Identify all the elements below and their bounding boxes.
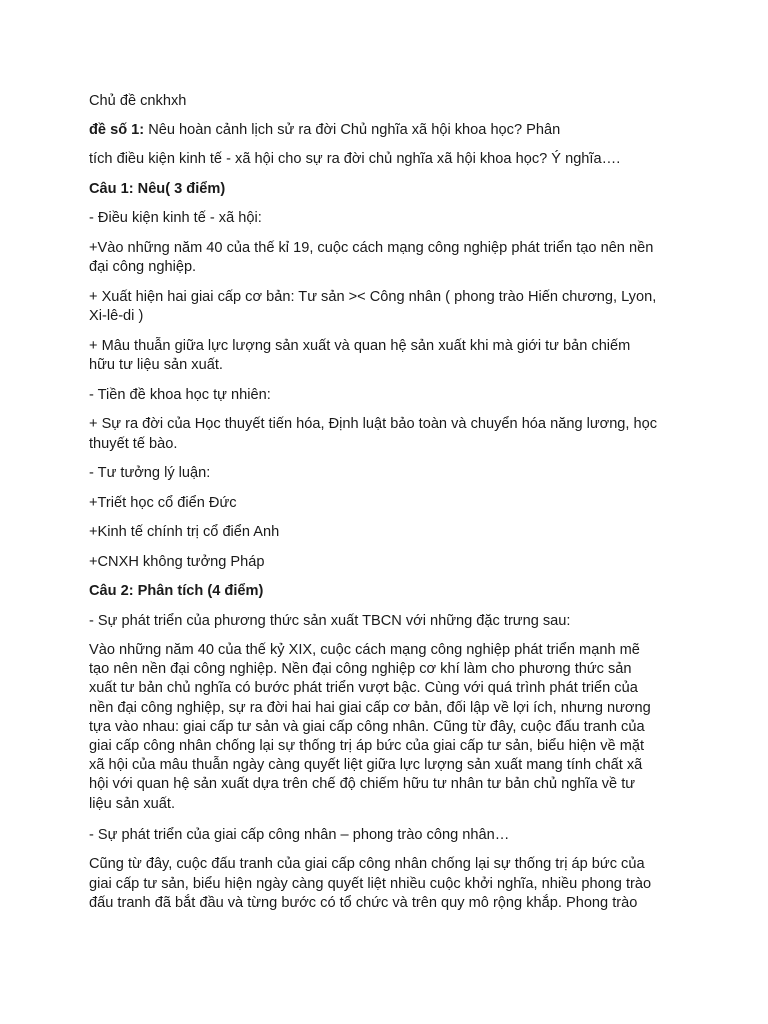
list-item-line: hữu tư liệu sản xuất. (89, 357, 223, 373)
exam-question-line-1: Nêu hoàn cảnh lịch sử ra đời Chủ nghĩa xã hội khoa học? Phân (144, 121, 561, 138)
question-1-items (89, 209, 689, 572)
list-item (89, 337, 689, 376)
paragraph-line: Cũng từ đây, cuộc đấu tranh của giai cấp công nhân chống lại sự thống trị áp bức của (89, 856, 645, 873)
list-item (89, 239, 689, 278)
question-2-paragraph (89, 641, 689, 814)
exam-question (89, 121, 689, 141)
paragraph-line: tựa vào nhau: giai cấp tư sản và giai cấp công nhân. Cũng từ đây, cuộc đấu tranh của (89, 718, 645, 735)
list-item (89, 494, 689, 514)
list-item-line: +Kinh tế chính trị cổ điển Anh (89, 524, 280, 540)
list-item-line: + Xuất hiện hai giai cấp cơ bản: Tư sản >< Công nhân ( phong trào Hiến chương, Lyon, (89, 288, 657, 305)
list-item-line: - Tư tưởng lý luận: (89, 465, 211, 481)
paragraph-line: hội với quan hệ sản xuất dựa trên chế độ chiếm hữu tư nhân tư bản chủ nghĩa về tư (89, 776, 636, 793)
document-page (89, 92, 689, 925)
list-item-line: - Tiền đề khoa học tự nhiên: (89, 386, 271, 403)
exam-question-line-2: tích điều kiện kinh tế - xã hội cho sự ra đời chủ nghĩa xã hội khoa học? Ý nghĩa…. (89, 151, 621, 167)
paragraph-line: liệu sản xuất. (89, 795, 175, 812)
list-item-line: Xi-lê-di ) (89, 308, 144, 324)
topic-line: Chủ đề cnkhxh (89, 93, 187, 109)
list-item (89, 386, 689, 406)
paragraph-line: Vào những năm 40 của thế kỷ XIX, cuộc cách mạng công nghiệp phát triển mạnh mẽ (89, 642, 640, 658)
paragraph-line: xuất tư bản chủ nghĩa có bước phát triển vượt bậc. Cùng với quá trình phát triển của (89, 680, 638, 697)
list-item (89, 553, 689, 573)
list-item-line: đại công nghiệp. (89, 259, 197, 275)
question-2-intro: - Sự phát triển của phương thức sản xuất TBCN với những đặc trưng sau: (89, 612, 571, 629)
list-item-line: +Triết học cổ điển Đức (89, 494, 237, 511)
paragraph-line: giai cấp công nhân chống lại sự thống trị áp bức của giai cấp tư sản, biểu hiện về mặt (89, 738, 645, 755)
list-item-line: + Mâu thuẫn giữa lực lượng sản xuất và quan hệ sản xuất khi mà giới tư bản chiếm (89, 337, 631, 354)
paragraph-line: xã hội của mâu thuẫn ngày càng quyết liệt giữa lực lượng sản xuất mang tính chất xã (89, 757, 643, 774)
question-2-subheading: - Sự phát triển của giai cấp công nhân – phong trào công nhân… (89, 826, 510, 843)
paragraph-line: nền đại công nghiệp, sự ra đời hai hai giai cấp cơ bản, đối lập về lợi ích, nhưng nương (89, 699, 651, 716)
list-item-line: +CNXH không tưởng Pháp (89, 553, 265, 570)
paragraph-line: giai cấp tư sản, biểu hiện ngày càng quyết liệt nhiều cuộc khởi nghĩa, nhiều phong trào (89, 875, 652, 892)
question-2-paragraph-2 (89, 855, 689, 913)
paragraph-line: đấu tranh đã bắt đầu và từng bước có tổ chức và trên quy mô rộng khắp. Phong trào (89, 894, 638, 911)
list-item-line: +Vào những năm 40 của thế kỉ 19, cuộc cách mạng công nghiệp phát triển tạo nên nền (89, 239, 654, 256)
list-item-line: + Sự ra đời của Học thuyết tiến hóa, Định luật bảo toàn và chuyển hóa năng lương, học (89, 416, 658, 432)
exam-label: đề số 1: (89, 121, 145, 138)
list-item (89, 523, 689, 543)
list-item (89, 415, 689, 454)
list-item-line: - Điều kiện kinh tế - xã hội: (89, 210, 262, 226)
question-1-heading: Câu 1: Nêu( 3 điểm) (89, 180, 226, 197)
list-item (89, 209, 689, 229)
paragraph-line: tạo nên nền đại công nghiệp. Nền đại công nghiệp cơ khí làm cho phương thức sản (89, 661, 632, 678)
list-item (89, 464, 689, 484)
list-item-line: thuyết tế bào. (89, 435, 178, 452)
list-item (89, 288, 689, 327)
question-2-heading: Câu 2: Phân tích (4 điểm) (89, 583, 264, 599)
